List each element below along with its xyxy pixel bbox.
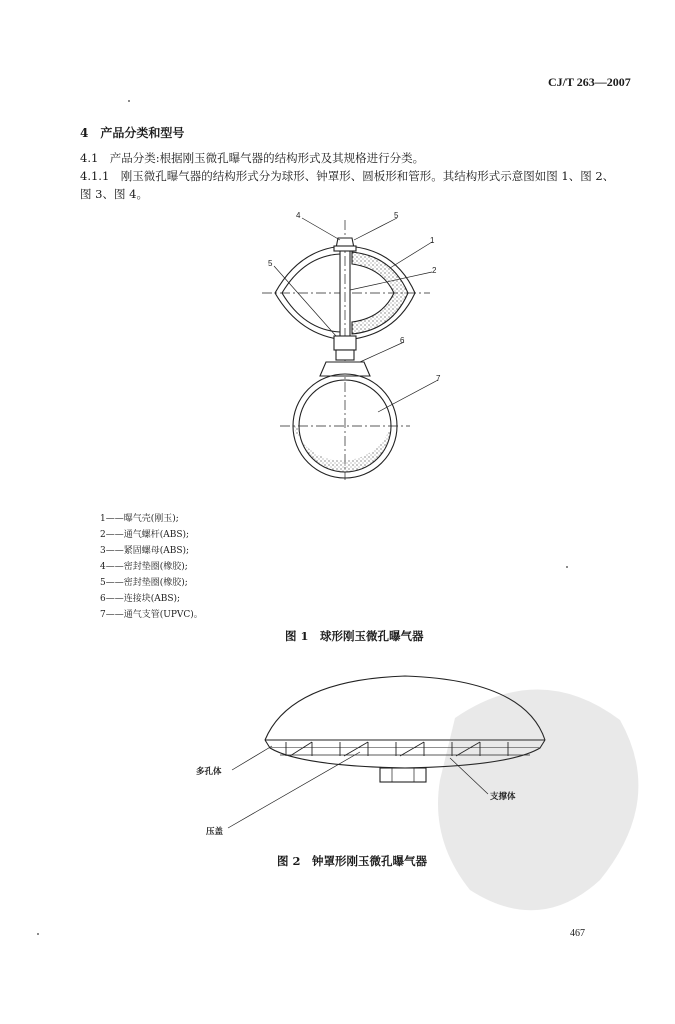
fig1-callout-4: 4 [296, 211, 301, 220]
fig1-callout-7: 7 [436, 374, 441, 383]
legend-item: 1——曝气壳(刚玉); [100, 514, 179, 524]
lower-nut [334, 336, 356, 350]
bottom-nut [380, 768, 426, 782]
figure2-caption: 图 2 钟罩形刚玉微孔曝气器 [277, 854, 428, 868]
legend-item: 6——连接块(ABS); [100, 594, 181, 604]
sphere-diffuser [262, 218, 441, 480]
section-heading: 4 产品分类和型号 [80, 126, 185, 140]
paragraph-4-1-1: 4.1.1 刚玉微孔曝气器的结构形式分为球形、钟罩形、圆板形和管形。其结构形式示意图如图 1、图 2、 [80, 169, 615, 183]
paragraph-4-1-1-cont: 图 3、图 4。 [80, 187, 148, 201]
legend-item: 2——通气螺杆(ABS); [100, 530, 190, 540]
legend-item: 3——紧固螺母(ABS); [100, 546, 190, 556]
watermark-seal [438, 689, 638, 910]
fig1-callout-2: 2 [432, 266, 437, 275]
scan-speck [128, 100, 130, 102]
fig2-label-porous-body: 多孔体 [196, 767, 222, 777]
legend-item: 7——通气支管(UPVC)。 [100, 610, 203, 620]
legend-item: 5——密封垫圈(橡胶); [100, 578, 188, 588]
standard-code: CJ/T 263—2007 [548, 75, 631, 89]
scan-speck [566, 566, 568, 568]
paragraph-4-1: 4.1 产品分类:根据刚玉微孔曝气器的结构形式及其规格进行分类。 [80, 151, 425, 165]
fig2-label-support: 支撑体 [490, 792, 516, 802]
legend-item: 4——密封垫圈(橡胶); [100, 562, 188, 572]
page-number: 467 [570, 928, 585, 939]
figure1-caption: 图 1 球形刚玉微孔曝气器 [285, 629, 424, 643]
fig1-callout-1: 1 [430, 236, 435, 245]
fig1-callout-5-left: 5 [268, 259, 273, 268]
scan-speck [37, 933, 39, 935]
fig2-label-cover: 压盖 [206, 827, 224, 837]
fig1-callout-6: 6 [400, 336, 405, 345]
fig1-callout-5-top: 5 [394, 211, 399, 220]
